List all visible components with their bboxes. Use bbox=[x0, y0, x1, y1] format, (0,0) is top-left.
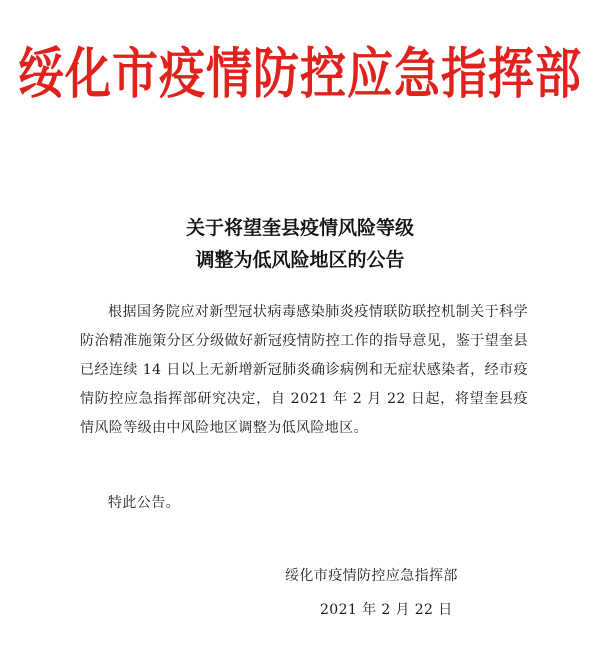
title-line-1: 关于将望奎县疫情风险等级 bbox=[185, 217, 414, 239]
body-paragraph: 根据国务院应对新型冠状病毒感染肺炎疫情联防联控机制关于科学防治精准施策分区分级做好新冠疫情防控工作的指导意见，鉴于望奎县已经连续 14 日以上无新增新冠肺炎确诊病例和无症状感染者，经市疫情防控应急指挥部研究决定，自 2021 年 2 月 22 日起，将望奎县疫情风险等级由中风险地区调整为低风险地区。 bbox=[80, 304, 528, 436]
document-title bbox=[0, 212, 600, 276]
document-body bbox=[80, 298, 528, 443]
title-line-2: 调整为低风险地区的公告 bbox=[195, 249, 405, 271]
issuing-organization-header: 绥化市疫情防控应急指挥部 bbox=[18, 41, 582, 106]
signature-date: 2021 年 2 月 22 日 bbox=[320, 602, 453, 618]
signature-organization: 绥化市疫情防控应急指挥部 bbox=[285, 568, 458, 584]
closing-statement: 特此公告。 bbox=[108, 495, 180, 511]
